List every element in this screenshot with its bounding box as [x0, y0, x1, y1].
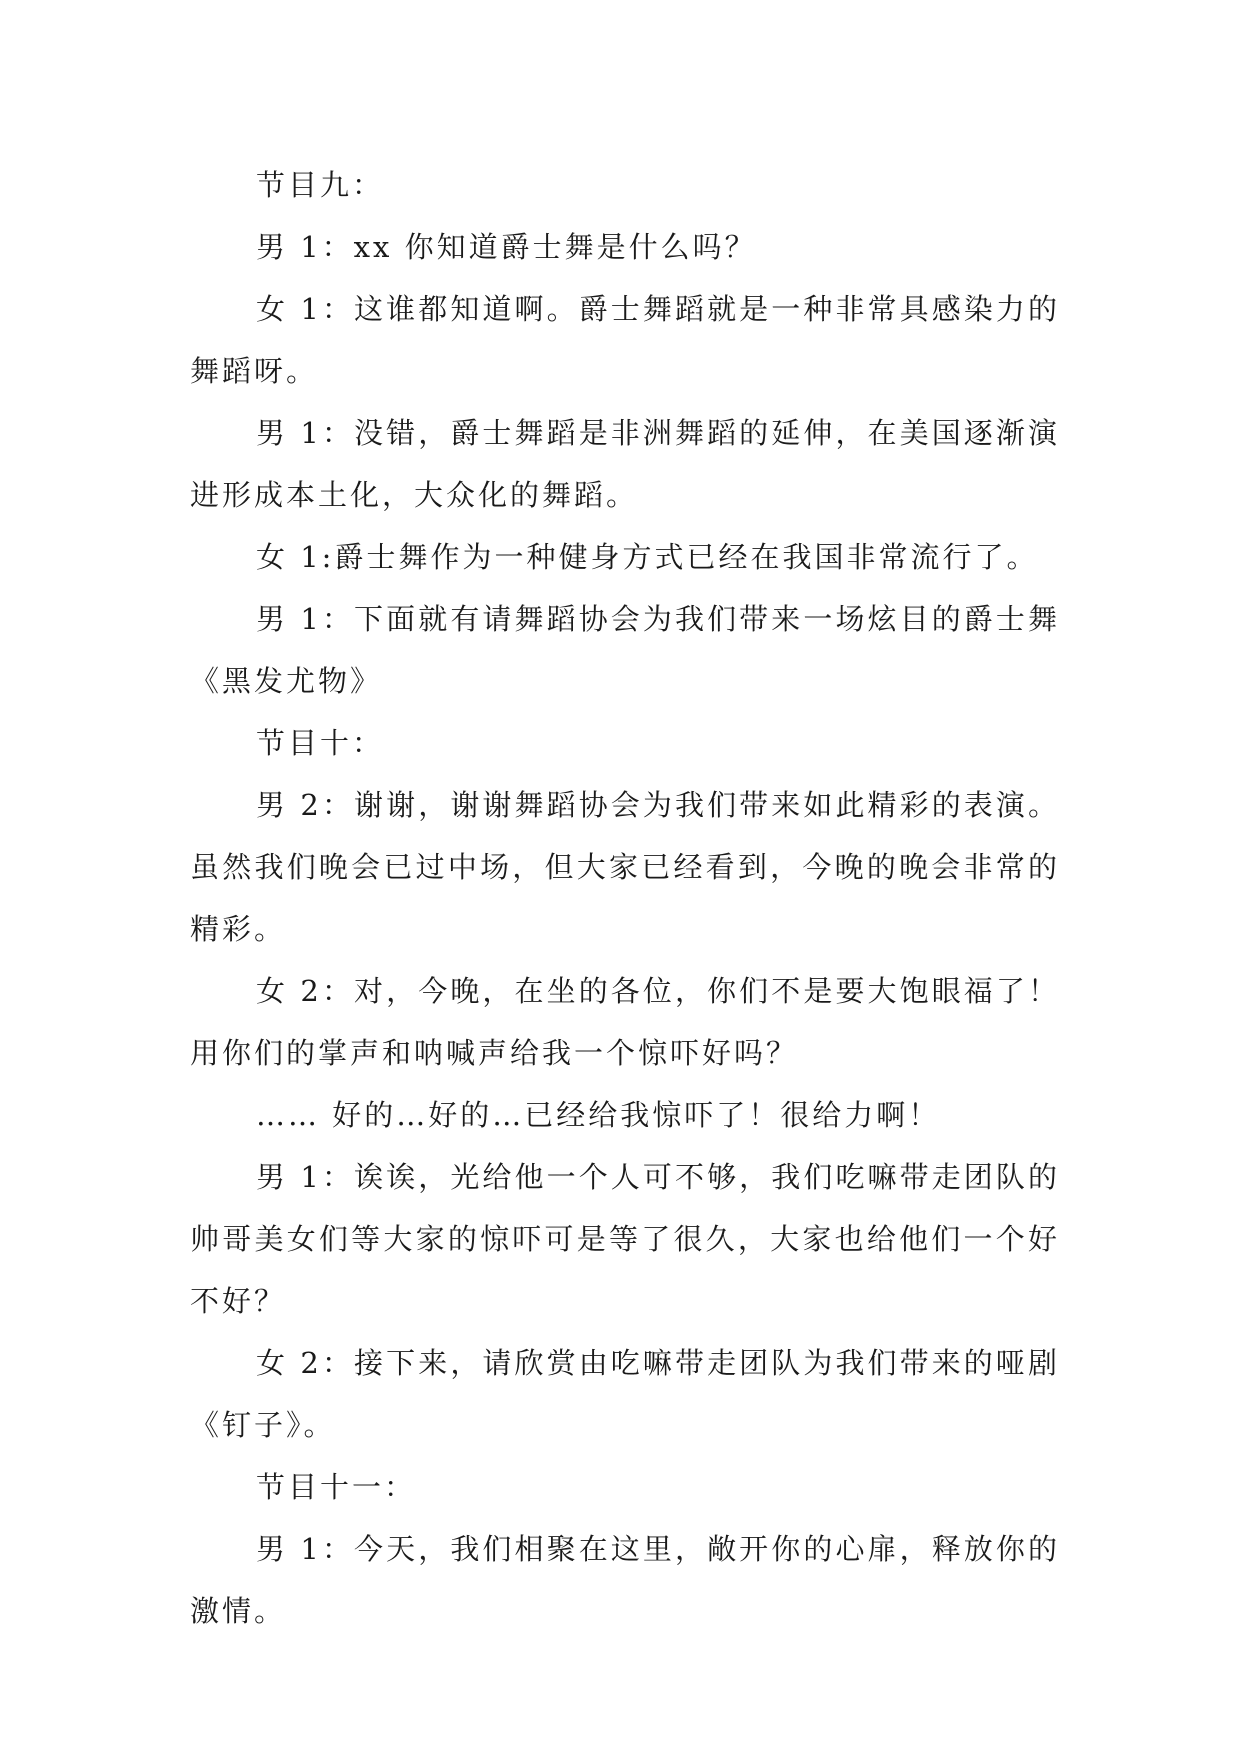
dialogue-line: 男 1：诶诶，光给他一个人可不够，我们吃嘛带走团队的帅哥美女们等大家的惊吓可是等了很久，大家也给他们一个好不好？	[190, 1160, 1060, 1318]
program-heading: 节目十：	[256, 726, 385, 760]
program-heading: 节目十一：	[256, 1470, 417, 1504]
dialogue-line: 女 2：接下来，请欣赏由吃嘛带走团队为我们带来的哑剧《钉子》。	[190, 1346, 1060, 1442]
dialogue-line: …… 好的…好的…已经给我惊吓了！很给力啊！	[256, 1098, 941, 1132]
dialogue-line: 男 1：xx 你知道爵士舞是什么吗？	[256, 230, 757, 264]
dialogue-line: 女 1:爵士舞作为一种健身方式已经在我国非常流行了。	[256, 540, 1039, 574]
dialogue-line: 男 1：没错，爵士舞蹈是非洲舞蹈的延伸，在美国逐渐演进形成本土化，大众化的舞蹈。	[190, 416, 1060, 512]
program-heading: 节目九：	[256, 168, 385, 202]
document-body	[190, 154, 1060, 1642]
dialogue-line: 男 1：下面就有请舞蹈协会为我们带来一场炫目的爵士舞《黑发尤物》	[190, 602, 1060, 698]
dialogue-line: 男 2：谢谢，谢谢舞蹈协会为我们带来如此精彩的表演。虽然我们晚会已过中场，但大家已经看到，今晚的晚会非常的精彩。	[190, 788, 1060, 946]
dialogue-line: 女 2：对，今晚，在坐的各位，你们不是要大饱眼福了！用你们的掌声和呐喊声给我一个惊吓好吗？	[190, 974, 1060, 1070]
dialogue-line: 男 1：今天，我们相聚在这里，敞开你的心扉，释放你的激情。	[190, 1532, 1060, 1628]
dialogue-line: 女 1：这谁都知道啊。爵士舞蹈就是一种非常具感染力的舞蹈呀。	[190, 292, 1060, 388]
